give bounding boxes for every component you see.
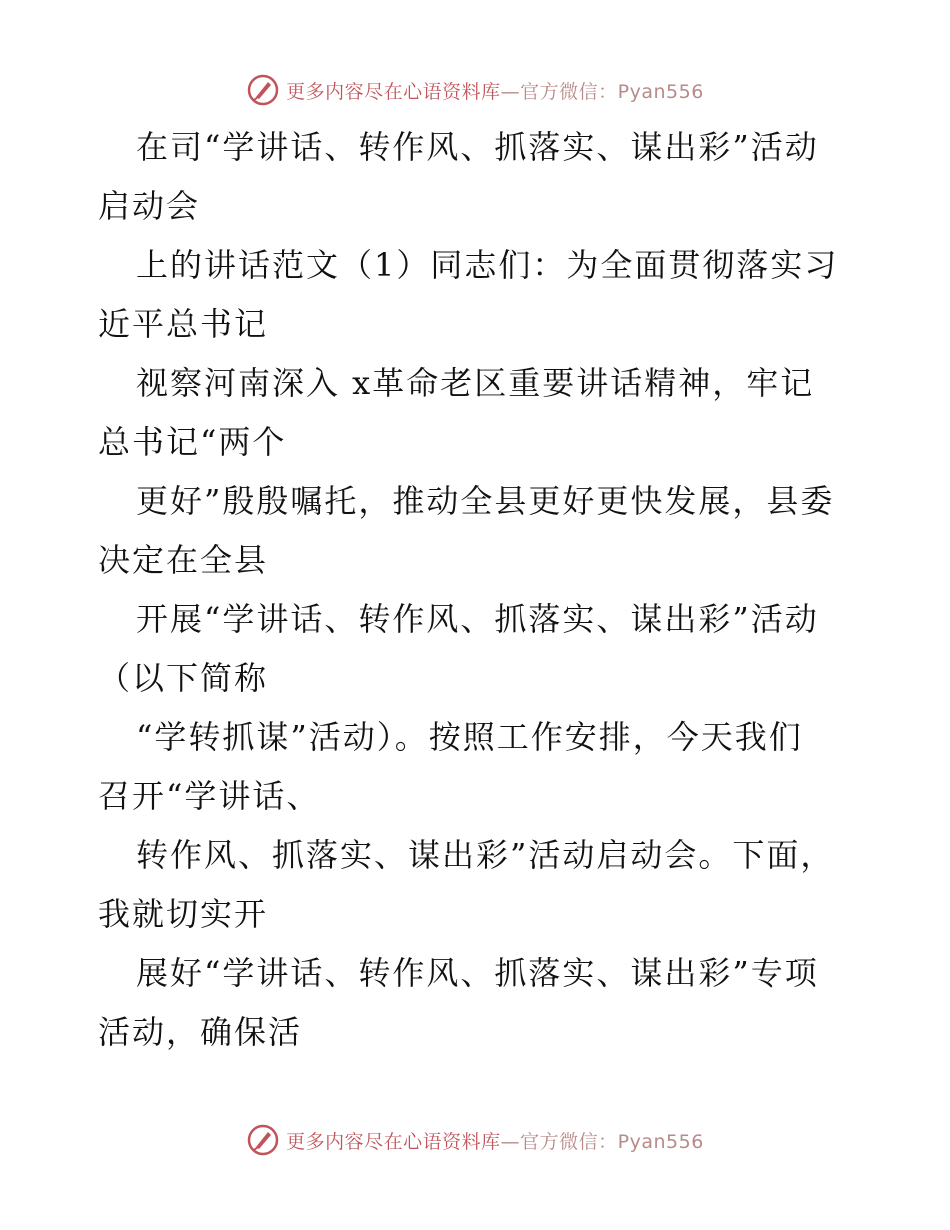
text-line: 近平总书记 [98, 305, 269, 343]
footer-watermark-banner [0, 1120, 950, 1160]
header-watermark-text [286, 77, 704, 104]
text-line: 转作风、抓落实、谋出彩”活动启动会。下面， [136, 836, 835, 874]
text-line: 召开“学讲话、 [98, 777, 321, 815]
text-line: 上的讲话范文（1）同志们：为全面贯彻落实习 [136, 246, 839, 284]
text-line: 总书记“两个 [98, 423, 287, 461]
footer-watermark-text [286, 1127, 704, 1154]
text-line: 我就切实开 [98, 895, 269, 933]
text-line: 展好“学讲话、转作风、抓落实、谋出彩”专项 [136, 954, 819, 992]
header-watermark-banner [0, 70, 950, 110]
watermark-wechat-text: —官方微信：Pyan556 [500, 80, 704, 103]
quill-logo-icon [246, 73, 280, 107]
text-line: 决定在全县 [98, 541, 269, 579]
text-line: 开展“学讲话、转作风、抓落实、谋出彩”活动 [136, 600, 819, 638]
text-line: 更好”殷殷嘱托，推动全县更好更快发展，县委 [136, 482, 835, 520]
text-line: “学转抓谋”活动）。按照工作安排，今天我们 [136, 718, 803, 756]
text-line: 视察河南深入 x革命老区重要讲话精神，牢记 [136, 364, 815, 402]
watermark-main-text: 更多内容尽在心语资料库 [286, 80, 501, 103]
document-body [98, 118, 858, 1062]
text-line: 启动会 [98, 187, 201, 225]
text-line: （以下简称 [98, 659, 269, 697]
watermark-wechat-text: —官方微信：Pyan556 [500, 1130, 704, 1153]
text-line: 在司“学讲话、转作风、抓落实、谋出彩”活动 [136, 128, 819, 166]
text-line: 活动，确保活 [98, 1013, 303, 1051]
watermark-main-text: 更多内容尽在心语资料库 [286, 1130, 501, 1153]
quill-logo-icon [246, 1123, 280, 1157]
